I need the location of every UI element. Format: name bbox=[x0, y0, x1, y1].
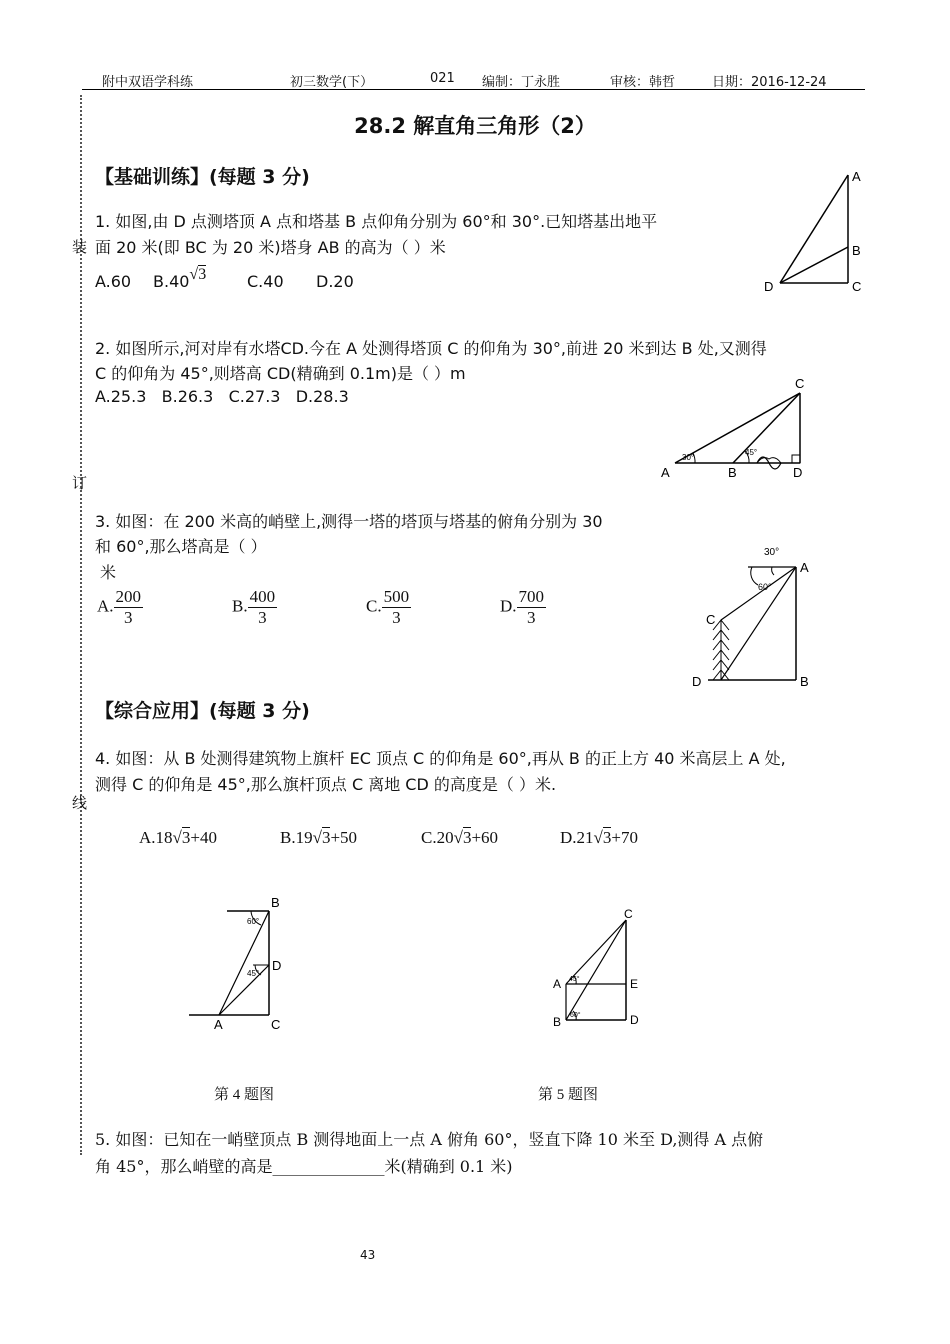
q4-option-c-post: +60 bbox=[471, 828, 499, 847]
q4-option-b-pre: B.19 bbox=[280, 828, 313, 847]
q3-option-d bbox=[500, 587, 546, 628]
q3-option-c-num: 500 bbox=[383, 587, 410, 606]
q1-fig-label-b: B bbox=[852, 243, 861, 258]
q1-fig-label-a: A bbox=[852, 169, 861, 184]
q2-text-line2: C 的仰角为 45°,则塔高 CD(精确到 0.1m)是（ ）m bbox=[95, 364, 466, 383]
q3-text-line3: 米 bbox=[100, 563, 117, 582]
fig5-diagram bbox=[550, 908, 650, 1033]
q2-text-line1: 2. 如图所示,河对岸有水塔CD.今在 A 处测得塔顶 C 的仰角为 30°,前进 20 米到达 B 处,又测得 bbox=[95, 339, 767, 358]
q5-text-line1: 5. 如图：已知在一峭壁顶点 B 测得地面上一点 A 俯角 60°，竖直下降 10 米至 D,测得 A 点俯 bbox=[95, 1130, 764, 1149]
q3-option-d-fraction bbox=[517, 587, 547, 628]
q1-option-d: D.20 bbox=[316, 272, 354, 291]
q4-option-c-pre: C.20 bbox=[421, 828, 454, 847]
header-editor: 编制：丁永胜 bbox=[482, 75, 561, 90]
header-rule bbox=[82, 89, 865, 90]
q3-fig-label-c: C bbox=[706, 612, 716, 627]
binding-char-zhuang: 装 bbox=[72, 238, 88, 256]
q3-option-c bbox=[366, 587, 411, 628]
q4-option-a-post: +40 bbox=[190, 828, 217, 847]
q2-fig-label-b: B bbox=[728, 465, 737, 480]
q1-text-line2: 面 20 米(即 BC 为 20 米)塔身 AB 的高为（ ）米 bbox=[95, 238, 446, 257]
q3-option-c-fraction bbox=[382, 587, 412, 628]
q1-text-line1: 1. 如图,由 D 点测塔顶 A 点和塔基 B 点仰角分别为 60°和 30°.已知塔基出地平 bbox=[95, 212, 658, 231]
q2-fig-angle-45: 45° bbox=[745, 448, 758, 457]
q2-fig-angle-30: 30° bbox=[682, 453, 695, 462]
q3-text-line1: 3. 如图：在 200 米高的峭壁上,测得一塔的塔顶与塔基的俯角分别为 30 bbox=[95, 512, 603, 531]
q4-option-d-pre: D.21 bbox=[560, 828, 594, 847]
q3-option-b-num: 400 bbox=[249, 587, 276, 606]
q3-fig-label-d: D bbox=[692, 674, 702, 689]
sqrt-symbol: √3 bbox=[312, 828, 331, 847]
q3-text-line2: 和 60°,那么塔高是（ ） bbox=[95, 537, 267, 556]
q3-fig-label-b: B bbox=[800, 674, 809, 689]
fig5-label-d: D bbox=[630, 1013, 639, 1027]
fig4-label-b: B bbox=[271, 895, 280, 910]
sqrt-symbol: √3 bbox=[172, 828, 191, 847]
fig4-diagram bbox=[185, 893, 305, 1033]
q4-option-a bbox=[139, 828, 217, 848]
fig4-angle-45: 45° bbox=[247, 969, 260, 978]
q4-option-a-root: 3 bbox=[181, 828, 191, 847]
header-school: 附中双语学科练 bbox=[102, 75, 194, 90]
q2-fig-label-d: D bbox=[793, 465, 803, 480]
header-number: 021 bbox=[430, 71, 455, 86]
q1-root-value: 3 bbox=[198, 266, 207, 283]
q1-option-a: A.60 bbox=[95, 272, 132, 291]
q1-figure bbox=[760, 165, 870, 300]
q3-option-a-num: 200 bbox=[115, 587, 142, 606]
q3-option-d-letter: D. bbox=[500, 596, 517, 616]
q3-fig-angle-60: 60° bbox=[758, 582, 772, 592]
fig4-label-c: C bbox=[271, 1017, 281, 1032]
q3-option-c-den: 3 bbox=[392, 608, 401, 627]
fig5-angle-60: 60° bbox=[570, 1012, 581, 1019]
fig5-label-b: B bbox=[553, 1015, 562, 1029]
q3-fig-angle-30: 30° bbox=[764, 547, 780, 558]
fig5-caption: 第 5 题图 bbox=[538, 1087, 599, 1103]
q3-option-a-fraction bbox=[114, 587, 144, 628]
q4-option-a-pre: A.18 bbox=[139, 828, 173, 847]
q5-text-line2: 角 45°，那么峭壁的高是______________米(精确到 0.1 米) bbox=[95, 1157, 513, 1176]
q1-option-b bbox=[153, 266, 207, 292]
q4-option-b bbox=[280, 828, 357, 848]
fig4-angle-60: 60° bbox=[247, 917, 260, 926]
q4-text-line1: 4. 如图：从 B 处测得建筑物上旗杆 EC 顶点 C 的仰角是 60°,再从 B 的正上方 40 米高层上 A 处, bbox=[95, 749, 786, 768]
sqrt-symbol: √3 bbox=[189, 266, 207, 283]
section-basic-heading: 【基础训练】(每题 3 分) bbox=[95, 166, 310, 188]
fig4-label-a: A bbox=[214, 1017, 223, 1032]
q1-fig-label-d: D bbox=[764, 279, 774, 294]
header-reviewer: 审核：韩哲 bbox=[610, 75, 676, 90]
q3-option-c-letter: C. bbox=[366, 596, 382, 616]
fig4-label-d: D bbox=[272, 958, 282, 973]
fig5-label-c: C bbox=[624, 908, 633, 921]
fig5-label-a: A bbox=[553, 977, 562, 991]
page-title: 28.2 解直角三角形（2） bbox=[354, 114, 596, 138]
q3-option-d-num: 700 bbox=[518, 587, 545, 606]
binding-char-ding: 订 bbox=[72, 474, 88, 492]
q2-fig-label-a: A bbox=[661, 465, 670, 480]
q4-text-line2: 测得 C 的仰角是 45°,那么旗杆顶点 C 离地 CD 的高度是（ ）米. bbox=[95, 775, 557, 794]
q4-option-c bbox=[421, 828, 498, 848]
q1-fig-label-c: C bbox=[852, 279, 862, 294]
q3-fig-label-a: A bbox=[800, 560, 809, 575]
q1-option-b-label: B.40 bbox=[153, 272, 190, 291]
q2-figure bbox=[655, 375, 815, 485]
q3-option-a-den: 3 bbox=[124, 608, 133, 627]
q2-fig-label-c: C bbox=[795, 376, 805, 391]
q3-option-a bbox=[97, 587, 143, 628]
q3-option-b-letter: B. bbox=[232, 596, 248, 616]
q4-option-b-post: +50 bbox=[330, 828, 358, 847]
binding-char-xian: 线 bbox=[72, 794, 88, 812]
page-number: 43 bbox=[360, 1248, 376, 1262]
q3-figure bbox=[688, 542, 818, 692]
q3-option-a-letter: A. bbox=[97, 596, 114, 616]
fig4-caption: 第 4 题图 bbox=[214, 1087, 275, 1103]
q1-option-c: C.40 bbox=[247, 272, 284, 291]
header-date: 日期：2016-12-24 bbox=[712, 75, 827, 90]
section-applied-heading: 【综合应用】(每题 3 分) bbox=[95, 700, 310, 722]
q4-option-d-post: +70 bbox=[611, 828, 638, 847]
sqrt-symbol: √3 bbox=[453, 828, 472, 847]
q3-option-b bbox=[232, 587, 277, 628]
q3-option-d-den: 3 bbox=[527, 608, 536, 627]
fig5-label-e: E bbox=[630, 977, 639, 991]
q3-option-b-den: 3 bbox=[258, 608, 267, 627]
q2-options: A.25.3 B.26.3 C.27.3 D.28.3 bbox=[95, 387, 349, 406]
header-course: 初三数学(下） bbox=[290, 75, 374, 90]
q4-option-d-root: 3 bbox=[602, 828, 612, 847]
q3-option-b-fraction bbox=[248, 587, 278, 628]
q4-option-d bbox=[560, 828, 638, 848]
q4-option-b-root: 3 bbox=[321, 828, 331, 847]
q4-option-c-root: 3 bbox=[462, 828, 472, 847]
sqrt-symbol: √3 bbox=[593, 828, 612, 847]
fig5-angle-45: 45° bbox=[569, 976, 580, 983]
